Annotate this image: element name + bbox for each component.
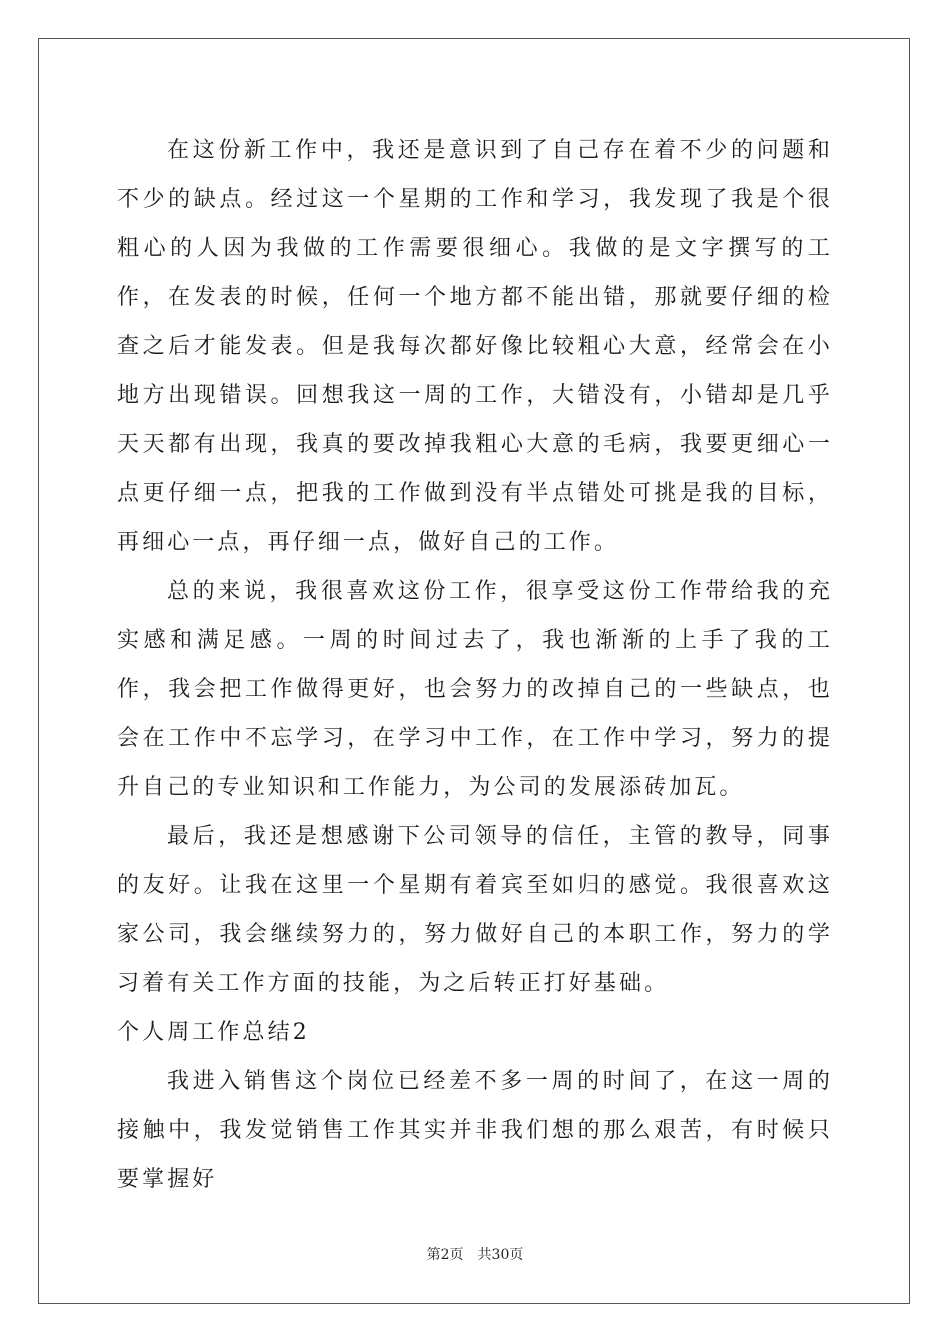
document-body: [117, 126, 833, 1204]
paragraph-1: 在这份新工作中，我还是意识到了自己存在着不少的问题和不少的缺点。经过这一个星期的工作和学习，我发现了我是个很粗心的人因为我做的工作需要很细心。我做的是文字撰写的工作，在发表的时候，任何一个地方都不能出错，那就要仔细的检查之后才能发表。但是我每次都好像比较粗心大意，经常会在小地方出现错误。回想我这一周的工作，大错没有，小错却是几乎天天都有出现，我真的要改掉我粗心大意的毛病，我要更细心一点更仔细一点，把我的工作做到没有半点错处可挑是我的目标，再细心一点，再仔细一点，做好自己的工作。: [117, 138, 833, 555]
page-footer: [0, 1245, 950, 1265]
current-page-label: 第2页: [426, 1247, 464, 1263]
section-heading: 个人周工作总结2: [117, 1020, 310, 1045]
paragraph-3: 最后，我还是想感谢下公司领导的信任，主管的教导，同事的友好。让我在这里一个星期有着宾至如归的感觉。我很喜欢这家公司，我会继续努力的，努力做好自己的本职工作，努力的学习着有关工作方面的技能，为之后转正打好基础。: [117, 824, 833, 996]
paragraph-2: 总的来说，我很喜欢这份工作，很享受这份工作带给我的充实感和满足感。一周的时间过去了，我也渐渐的上手了我的工作，我会把工作做得更好，也会努力的改掉自己的一些缺点，也会在工作中不忘学习，在学习中工作，在工作中学习，努力的提升自己的专业知识和工作能力，为公司的发展添砖加瓦。: [117, 579, 833, 800]
paragraph-4: 我进入销售这个岗位已经差不多一周的时间了，在这一周的接触中，我发觉销售工作其实并非我们想的那么艰苦，有时候只要掌握好: [117, 1069, 833, 1192]
total-pages-label: 共30页: [477, 1247, 524, 1263]
